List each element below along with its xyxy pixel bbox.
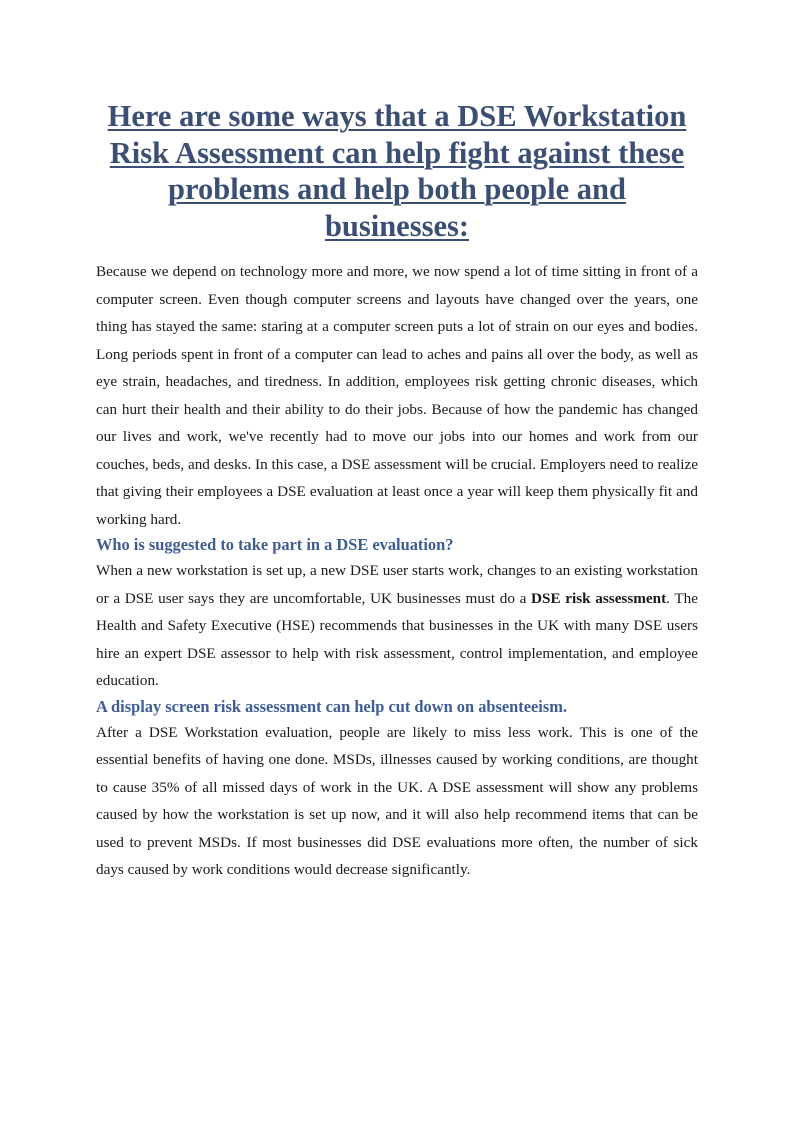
- intro-paragraph: Because we depend on technology more and more, we now spend a lot of time sitting in front of a computer screen. Even though computer screens and layouts have changed over the years, one thing has stayed the same: staring at a computer screen puts a lot of strain on our eyes and bodies. Long periods spent in front of a computer can lead to aches and pains all over the body, as well as eye strain, headaches, and tiredness. In addition, employees risk getting chronic diseases, which can hurt their health and their ability to do their jobs. Because of how the pandemic has changed our lives and work, we've recently had to move our jobs into our homes and work from our couches, beds, and desks. In this case, a DSE assessment will be crucial. Employers need to realize that giving their employees a DSE evaluation at least once a year will keep them physically fit and working hard.: [96, 263, 698, 528]
- paragraph-text-part1: When a new workstation is set up, a new DSE user starts work, changes to an existing workstation or a DSE user says they are uncomfortable, UK businesses must do a: [96, 562, 698, 607]
- section-paragraph-absenteeism: After a DSE Workstation evaluation, people are likely to miss less work. This is one of the essential benefits of having one done. MSDs, illnesses caused by working conditions, are thought to cause 35% of all missed days of work in the UK. A DSE assessment will show any problems caused by how the workstation is set up now, and it will also help recommend items that can be used to prevent MSDs. If most businesses did DSE evaluations more often, the number of sick days caused by work conditions would decrease significantly.: [96, 723, 698, 878]
- dse-risk-assessment-bold-term: DSE risk assessment: [531, 589, 667, 607]
- section-heading-who-evaluation: Who is suggested to take part in a DSE evaluation?: [96, 535, 454, 554]
- document-page: [96, 98, 698, 884]
- section-heading-absenteeism: A display screen risk assessment can help cut down on absenteeism.: [96, 696, 567, 716]
- document-title: Here are some ways that a DSE Workstation Risk Assessment can help fight against these problems and help both people and businesses:: [107, 99, 687, 243]
- section-paragraph-who-evaluation: [96, 557, 698, 695]
- paragraph-text-part2: . The Health and Safety Executive (HSE) recommends that businesses in the UK with many DSE users hire an expert DSE assessor to help with risk assessment, control implementation, and employee education.: [96, 589, 698, 689]
